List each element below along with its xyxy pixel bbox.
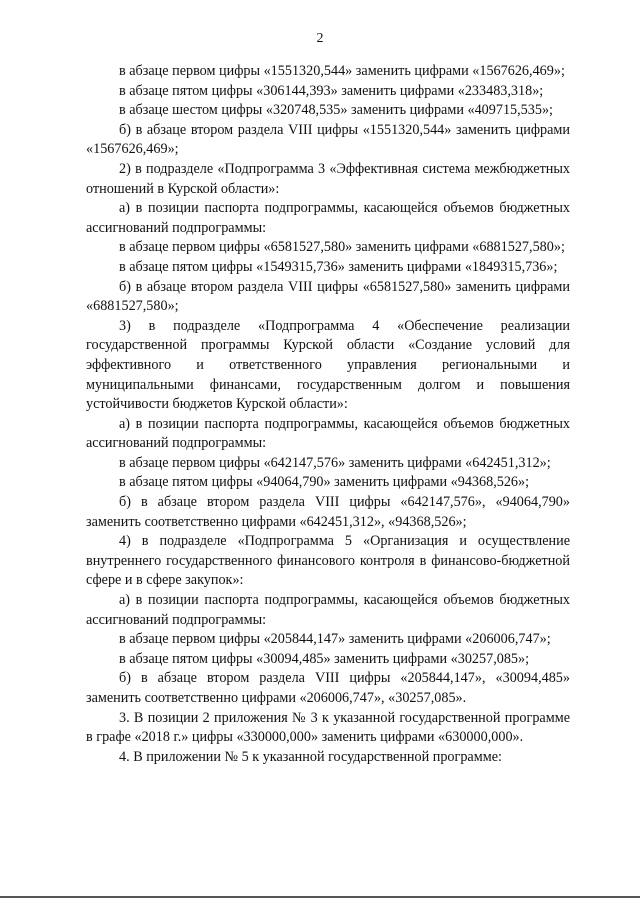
paragraph: в абзаце пятом цифры «30094,485» заменить цифрами «30257,085»;: [119, 650, 530, 667]
paragraph: в абзаце первом цифры «205844,147» заменить цифрами «206006,747»;: [119, 631, 551, 648]
paragraph: 4. В приложении № 5 к указанной государственной программе:: [119, 748, 502, 765]
paragraph: б) в абзаце втором раздела VIII цифры «205844,147», «30094,485» заменить соответственно цифрами «206006,747», «30257,085».: [86, 670, 570, 706]
paragraph: б) в абзаце втором раздела VIII цифры «6581527,580» заменить цифрами «6881527,580»;: [86, 278, 570, 315]
paragraph: в абзаце первом цифры «642147,576» заменить цифрами «642451,312»;: [119, 454, 551, 471]
paragraph: а) в позиции паспорта подпрограммы, касающейся объемов бюджетных ассигнований подпрограммы:: [86, 592, 570, 628]
paragraph: а) в позиции паспорта подпрограммы, касающейся объемов бюджетных ассигнований подпрограммы:: [86, 415, 570, 452]
page-bottom-edge: [0, 896, 640, 898]
paragraph: 4) в подразделе «Подпрограмма 5 «Организация и осуществление внутреннего государственного финансового контроля в финансово-бюджетной сфере и в сфере закупок»:: [86, 533, 570, 589]
paragraph: 3) в подразделе «Подпрограмма 4 «Обеспечение реализации государственной программы Курской области «Создание условий для эффективного и ответственного управления региональными и муниципальными финансами, государственным долгом и повышения устойчивости бюджетов Курской области»:: [86, 317, 570, 413]
paragraph: в абзаце пятом цифры «306144,393» заменить цифрами «233483,318»;: [119, 82, 544, 99]
paragraph: 3. В позиции 2 приложения № 3 к указанной государственной программе в графе «2018 г.» цифры «330000,000» заменить цифрами «630000,000».: [86, 709, 570, 746]
paragraph: в абзаце шестом цифры «320748,535» заменить цифрами «409715,535»;: [119, 102, 553, 119]
document-body: [86, 62, 570, 767]
paragraph: в абзаце первом цифры «1551320,544» заменить цифрами «1567626,469»;: [119, 63, 565, 79]
paragraph: а) в позиции паспорта подпрограммы, касающейся объемов бюджетных ассигнований подпрограммы:: [86, 200, 570, 236]
paragraph: в абзаце пятом цифры «94064,790» заменить цифрами «94368,526»;: [119, 474, 530, 491]
paragraph: в абзаце первом цифры «6581527,580» заменить цифрами «6881527,580»;: [119, 239, 565, 256]
paragraph: б) в абзаце втором раздела VIII цифры «642147,576», «94064,790» заменить соответственно цифрами «642451,312», «94368,526»;: [86, 494, 570, 530]
page-number: 2: [316, 31, 324, 46]
paragraph: 2) в подразделе «Подпрограмма 3 «Эффективная система межбюджетных отношений в Курской области»:: [86, 160, 570, 197]
paragraph: в абзаце пятом цифры «1549315,736» заменить цифрами «1849315,736»;: [119, 258, 558, 275]
paragraph: б) в абзаце втором раздела VIII цифры «1551320,544» заменить цифрами «1567626,469»;: [86, 121, 570, 158]
